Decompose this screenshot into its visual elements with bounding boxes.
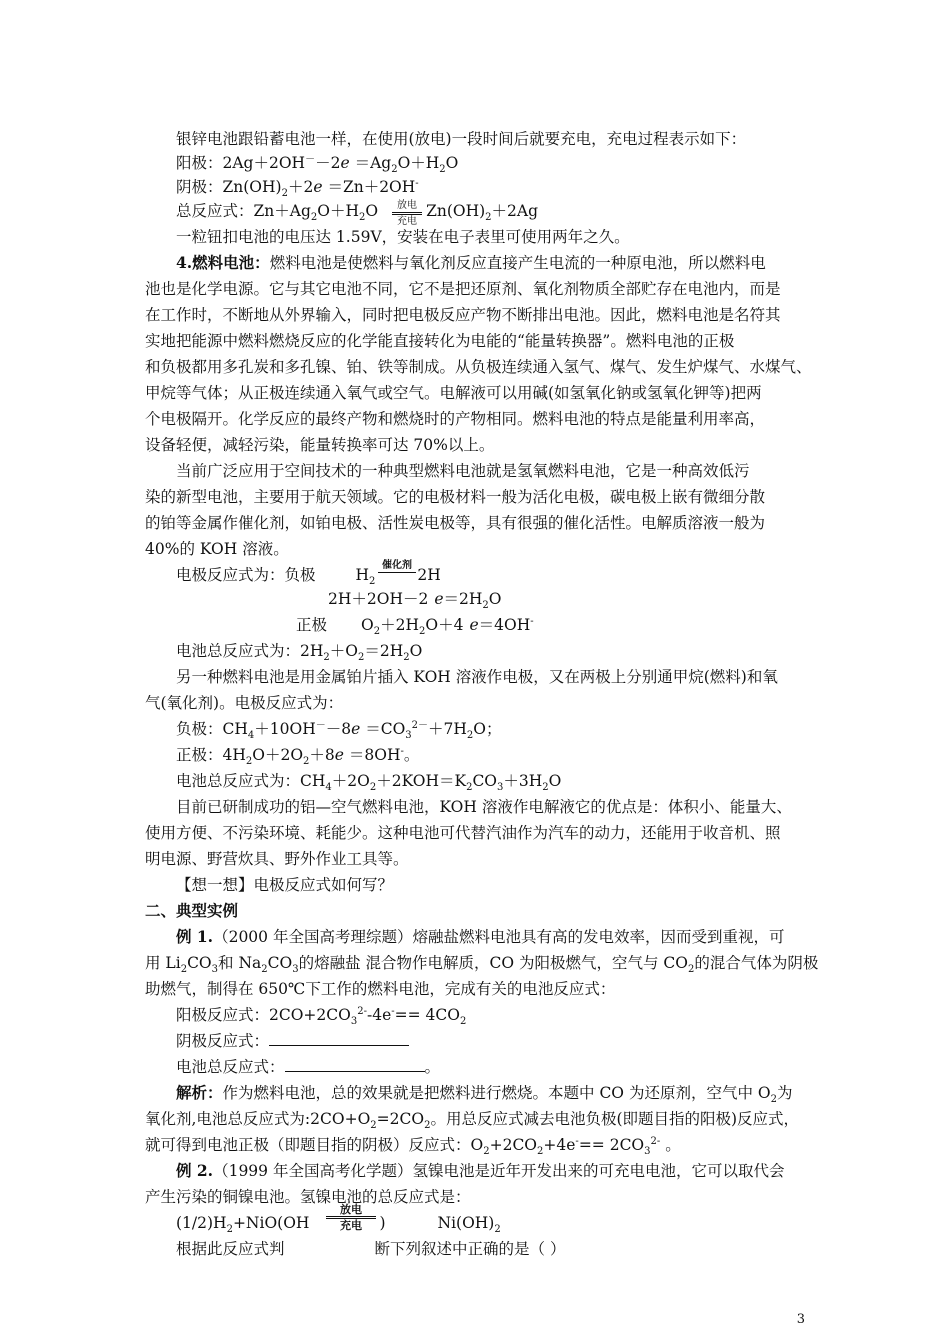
text-line: 助燃气，制得在 650℃下工作的燃料电池，完成有关的电池反应式： <box>145 980 616 998</box>
text-line: 个电极隔开。化学反应的最终产物和燃烧时的产物相同。燃料电池的特点是能量利用率高， <box>145 410 766 428</box>
text-line: 产生污染的铜镍电池。氢镍电池的总反应式是： <box>145 1188 471 1206</box>
text-line: 设备轻便，减轻污染，能量转换率可达 70%以上。 <box>145 436 495 454</box>
answer-total: 电池总反应式： 。 <box>176 1058 441 1076</box>
text-line: 在工作时，不断地从外界输入，同时把电极反应产物不断排出电池。因此，燃料电池是名符其 <box>145 306 781 324</box>
text-line: 银锌电池跟铅蓄电池一样，在使用(放电)一段时间后就要充电，充电过程表示如下： <box>176 130 747 148</box>
text-line: 一粒钮扣电池的电压达 1.59V，安装在电子表里可使用两年之久。 <box>176 228 630 246</box>
equation-total: 总反应式：$Zn+Ag_2O+H_2O$ $Zn(OH)_2+2Ag$ <box>176 202 539 224</box>
text-line: 另一种燃料电池是用金属铂片插入 KOH 溶液作电极，又在两极上分别通甲烷(燃料)和氧 <box>176 668 778 686</box>
arrow-label-charge: 充电 <box>340 1219 362 1232</box>
arrow-label-discharge: 放电 <box>340 1203 362 1216</box>
text-line: 明电源、野营炊具、野外作业工具等。 <box>145 850 409 868</box>
reversible-arrow <box>392 200 422 227</box>
text-line: 池也是化学电源。它与其它电池不同，它不是把还原剂、氧化剂物质全部贮存在电池内，而是 <box>145 280 781 298</box>
text-line: 气(氧化剂)。电极反应式为： <box>145 694 344 712</box>
section-heading: 二、典型实例 <box>145 901 239 920</box>
arrow-label-catalyst: 催化剂 <box>382 560 412 571</box>
equation-negative: 负极：$CH_4+10OH^--8e =CO_3^{2-}+7H_2O$； <box>176 719 502 742</box>
solution: 解析：作为燃料电池，总的效果就是把燃料进行燃烧。本题中 CO 为还原剂，空气中 $O_2$为 <box>176 1083 793 1106</box>
text-line: 和负极都用多孔炭和多孔镍、铂、铁等制成。从负极连续通入氢气、煤气、发生炉煤气、水煤气、 <box>145 358 812 376</box>
text-line: 40%的 KOH 溶液。 <box>145 540 289 558</box>
equation-negative-1: 电极反应式为：负极 $H_2$ 2H <box>176 566 441 588</box>
think-prompt: 【想一想】电极反应式如何写？ <box>176 876 394 894</box>
answer-anode: 阳极反应式：$2CO+2CO_3^{2-}-4e^-== 4CO_2$ <box>176 1005 467 1028</box>
example-1: 例 1.（2000 年全国高考理综题）熔融盐燃料电池具有高的发电效率，因而受到重视，可 <box>176 927 785 946</box>
question-line: 根据此反应式判 断下列叙述中正确的是（ ） <box>176 1240 566 1258</box>
text-line: 目前已研制成功的铝—空气燃料电池，KOH 溶液作电解液它的优点是：体积小、能量大、 <box>176 798 792 816</box>
arrow-label-charge: 充电 <box>397 216 417 227</box>
equation-ni-mh: $(1/2)H_2+NiO(OH$ ) $Ni(OH)_2$ <box>176 1214 501 1236</box>
arrow-label-discharge: 放电 <box>397 200 417 211</box>
text-line: 当前广泛应用于空间技术的一种典型燃料电池就是氢氧燃料电池，它是一种高效低污 <box>176 462 750 480</box>
example-2: 例 2.（1999 年全国高考化学题）氢镍电池是近年开发出来的可充电电池，它可以取代会 <box>176 1161 785 1180</box>
reversible-arrow <box>326 1204 376 1231</box>
text-line: 甲烷等气体；从正极连续通入氧气或空气。电解液可以用碱(如氢氧化钠或氢氧化钾等)把两 <box>145 384 762 402</box>
arrow-bar <box>392 214 422 215</box>
text-line: 用 $Li_2CO_3$和 $Na_2CO_3$的熔融盐 混合物作电解质，CO 为阳极燃气，空气与 $CO_2$的混合气体为阴极 <box>145 954 819 976</box>
answer-blank[interactable] <box>269 1031 409 1046</box>
answer-blank[interactable] <box>285 1057 425 1072</box>
equation-positive: 正极 $O_2+2H_2O+4$ e＝4OH- <box>296 615 534 638</box>
text-line: 的铂等金属作催化剂，如铂电极、活性炭电极等，具有很强的催化活性。电解质溶液一般为 <box>145 514 766 532</box>
text-line: 4.燃料电池：燃料电池是使燃料与氧化剂反应直接产生电流的一种原电池，所以燃料电 <box>176 253 766 272</box>
answer-cathode: 阴极反应式： <box>176 1030 409 1052</box>
equation-cathode: 阴极：$Zn(OH)_2+2e =Zn+2OH^-$ <box>176 177 419 200</box>
equation-positive: 正极：$4H_2O+2O_2+8e =8OH^-$。 <box>176 745 420 768</box>
catalyst-arrow <box>378 560 416 574</box>
text-line: 就可得到电池正极（即题目指的阴极）反应式：$O_2+2CO_2+4e^-== 2CO_3^{2-}$ 。 <box>145 1135 681 1158</box>
arrow-bar <box>392 212 422 213</box>
text-line: 实地把能源中燃料燃烧反应的化学能直接转化为电能的“能量转换器”。燃料电池的正极 <box>145 332 735 350</box>
text-line: 氧化剂,电池总反应式为$:2CO+O_2=2CO_2$。用总反应式减去电池负极(即题目指的阳极)反应式， <box>145 1110 800 1132</box>
page-number: 3 <box>796 1312 805 1327</box>
equation-total: 电池总反应式为：$2H_2+O_2=2H_2O$ <box>176 642 423 664</box>
equation-total: 电池总反应式为：$CH_4+2O_2+2KOH=K_2CO_3+3H_2O$ <box>176 772 562 794</box>
text-line: 使用方便、不污染环境、耗能少。这种电池可代替汽油作为汽车的动力，还能用于收音机、照 <box>145 824 781 842</box>
equation-anode: 阳极：$2Ag+2OH^--2e =Ag_2O+H_2O$ <box>176 153 459 176</box>
arrow-bar <box>378 572 416 573</box>
arrow-bar <box>326 1216 376 1217</box>
equation-negative-2: 2H＋2OH－2 $e=2H_2O$ <box>328 590 502 612</box>
text-line: 染的新型电池，主要用于航天领域。它的电极材料一般为活化电极，碳电极上嵌有微细分散 <box>145 488 766 506</box>
